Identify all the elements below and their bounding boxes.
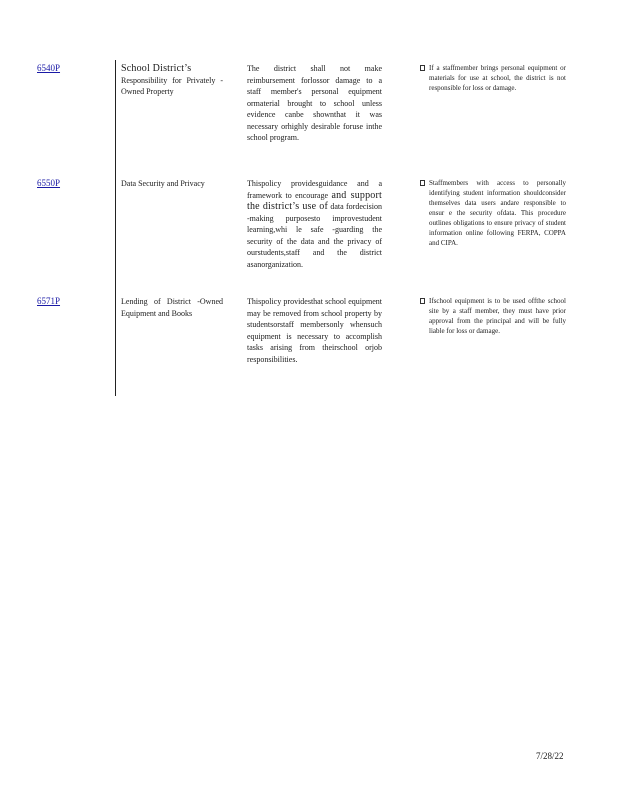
staff-note bbox=[420, 178, 566, 248]
footer-date: 7/28/22 bbox=[536, 751, 564, 761]
policy-code-link[interactable]: 6550P bbox=[37, 178, 61, 188]
policy-title bbox=[121, 178, 223, 190]
bullet-icon bbox=[420, 298, 425, 304]
policy-title bbox=[121, 63, 223, 98]
policy-title-rest: Responsibility for Privately -Owned Property bbox=[121, 75, 223, 96]
policy-code[interactable] bbox=[37, 63, 97, 75]
policy-summary-emphasis: and support the district’s use of bbox=[247, 189, 383, 212]
policy-title-lead: School District’s bbox=[121, 63, 192, 74]
policy-summary-part-b: data fordecision -making purposesto improvestudent learning,whi le safe -guarding the security of the data and the privacy of ourstudents,staff and the district asanorganization. bbox=[247, 202, 383, 269]
staff-note-text: If a staffmember brings personal equipment or materials for use at school, the district is not responsible for loss or damage. bbox=[429, 64, 566, 92]
policy-title bbox=[121, 296, 223, 319]
policy-summary bbox=[247, 178, 382, 270]
staff-note bbox=[420, 63, 566, 93]
policy-code-link[interactable]: 6540P bbox=[37, 63, 61, 73]
policy-title-rest: Data Security and Privacy bbox=[121, 179, 205, 188]
column-divider bbox=[115, 60, 116, 396]
policy-summary-part-a: Thispolicy providesguidance and a framework to encourage bbox=[247, 179, 382, 200]
bullet-icon bbox=[420, 180, 425, 186]
policy-code[interactable] bbox=[37, 296, 97, 308]
staff-note-text: Ifschool equipment is to be used offthe school site by a staff member, they must have prior approval from the principal and will be fully liable for loss or damage. bbox=[429, 297, 566, 335]
policy-summary: Thispolicy providesthat school equipment may be removed from school property by studentsorstaff membersonly whensuch equipment is necessary to accomplish tasks arising from theirschool orjob responsibilities. bbox=[247, 297, 382, 364]
staff-note-text: Staffmembers with access to personally identifying student information shouldconsider themselves data users andare responsible to ensur e the security ofdata. This procedure outlines obligations to ensure privacy of student information online following FERPA, COPPA and CIPA. bbox=[429, 179, 566, 247]
staff-note bbox=[420, 296, 566, 336]
policy-code[interactable] bbox=[37, 178, 97, 190]
bullet-icon bbox=[420, 65, 425, 71]
policy-summary: The district shall not make reimbursement forlossor damage to a staff member's personal equipment ormaterial brought to school unless evidence canbe shownthat it was necessary orhighly desirable foruse inthe school program. bbox=[247, 64, 382, 142]
policy-title-rest: Lending of District -Owned Equipment and Books bbox=[121, 297, 223, 318]
policy-code-link[interactable]: 6571P bbox=[37, 296, 61, 306]
